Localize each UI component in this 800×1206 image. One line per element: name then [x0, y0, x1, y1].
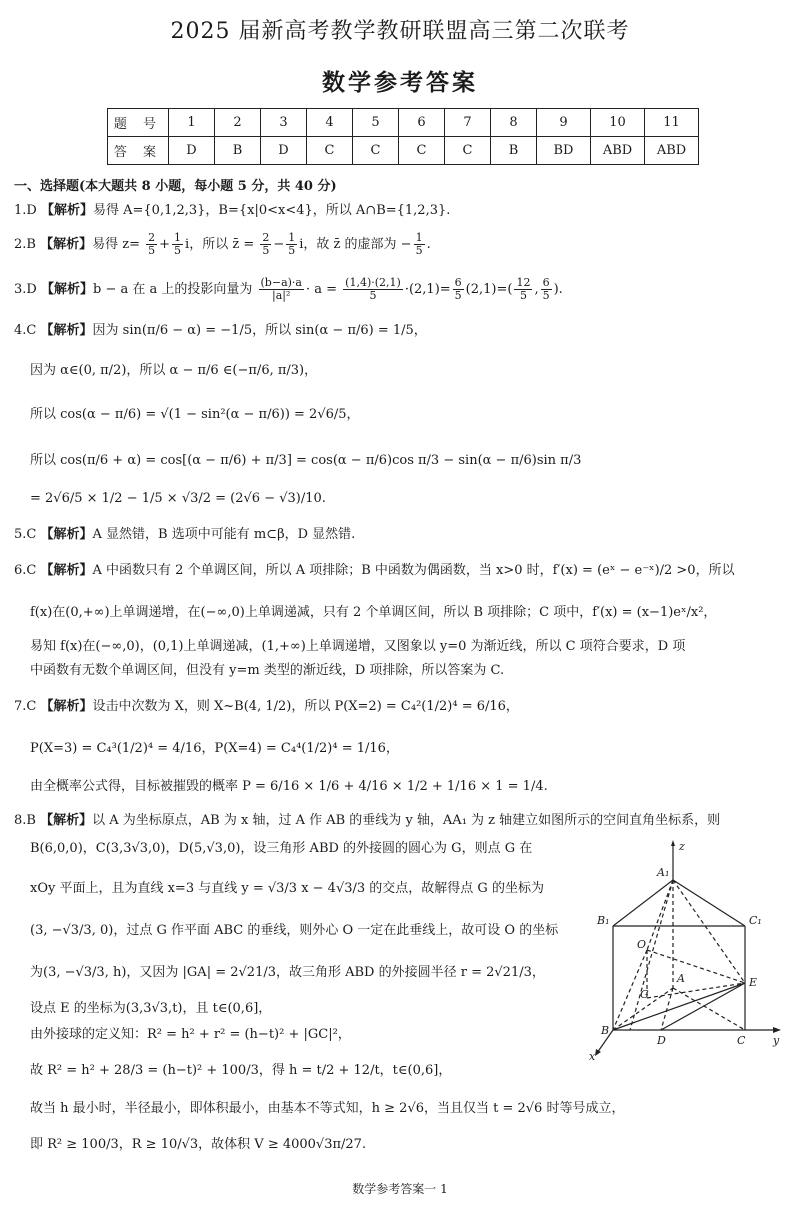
denominator: 5	[288, 244, 296, 257]
analysis-text: 易得 z=	[92, 237, 140, 252]
table-cell: ABD	[645, 137, 699, 165]
table-cell: 2	[215, 109, 261, 137]
numerator: 12	[516, 276, 531, 289]
inner-line	[673, 880, 745, 983]
table-cell: 3	[261, 109, 307, 137]
inner-line	[647, 983, 745, 998]
analysis-text: A 中函数只有 2 个单调区间，所以 A 项排除；B 中函数为偶函数，当 x>0 时，f′(x) = (eˣ − e⁻ˣ)/2 >0，所以	[92, 563, 735, 578]
analysis-line: B(6,0,0)，C(3,3√3,0)，D(5,√3,0)，设三角形 ABD 的外接圆的圆心为 G，则点 G 在	[30, 841, 533, 856]
analysis-text: A 显然错，B 选项中可能有 m⊂β，D 显然错.	[92, 527, 356, 542]
numerator: 6	[454, 276, 462, 289]
table-cell: C	[399, 137, 445, 165]
analysis-text: 因为 sin(π/6 − α) = −1/5，所以 sin(α − π/6) = 1/5，	[92, 323, 427, 338]
table-cell: 10	[591, 109, 645, 137]
table-cell: 9	[537, 109, 591, 137]
fraction	[146, 232, 157, 257]
prism-diagram	[585, 838, 790, 1063]
table-cell: C	[353, 137, 399, 165]
table-cell: D	[261, 137, 307, 165]
analysis-text: 以 A 为坐标原点，AB 为 x 轴，过 A 作 AB 的垂线为 y 轴，AA₁ 为 z 轴建立如图所示的空间直角坐标系，则	[92, 813, 721, 828]
analysis-tag: 【解析】	[40, 527, 93, 542]
answer-q1	[14, 202, 450, 220]
analysis-line: 即 R² ≥ 100/3，R ≥ 10/√3，故体积 V ≥ 4000√3π/27.	[30, 1137, 367, 1152]
analysis-text: +	[159, 237, 171, 252]
fraction	[172, 232, 183, 257]
analysis-line: 因为 α∈(0, π/2)，所以 α − π/6 ∈(−π/6, π/3)，	[30, 363, 318, 378]
question-number: 4.C	[14, 323, 37, 338]
label-e: E	[749, 976, 758, 989]
question-number-row	[108, 109, 699, 137]
table-cell: 8	[491, 109, 537, 137]
analysis-text: −	[273, 237, 285, 252]
label-o: O	[637, 938, 647, 951]
analysis-text: ).	[553, 282, 563, 297]
fraction	[286, 232, 297, 257]
table-cell: 7	[445, 109, 491, 137]
numerator: 1	[288, 231, 296, 244]
analysis-line: 所以 cos(π/6 + α) = cos[(α − π/6) + π/3] = cos(α − π/6)cos π/3 − sin(α − π/6)sin π/3	[30, 453, 582, 468]
table-cell: B	[215, 137, 261, 165]
analysis-tag: 【解析】	[40, 203, 93, 218]
edge	[673, 880, 745, 926]
analysis-tag: 【解析】	[40, 282, 93, 297]
table-cell: 1	[169, 109, 215, 137]
table-cell: 5	[353, 109, 399, 137]
denominator: 5	[542, 289, 550, 302]
analysis-tag: 【解析】	[40, 563, 93, 578]
analysis-text: b − a 在 a 上的投影向量为	[92, 282, 253, 297]
analysis-line: 为(3, −√3/3, h)，又因为 |GA| = 2√21/3，故三角形 ABD 的外接圆半径 r = 2√21/3，	[30, 965, 545, 980]
numerator: 1	[174, 231, 182, 244]
denominator: 5	[369, 289, 377, 302]
label-c: C	[737, 1034, 746, 1047]
question-number: 7.C	[14, 699, 37, 714]
analysis-line: 由全概率公式得，目标被摧毁的概率 P = 6/16 × 1/6 + 4/16 × 1/2 + 1/16 × 1 = 1/4.	[30, 779, 548, 794]
analysis-line: 故当 h 最小时，半径最小，即体积最小，由基本不等式知，h ≥ 2√6，当且仅当 t = 2√6 时等号成立，	[30, 1101, 625, 1116]
denominator: 5	[519, 289, 527, 302]
analysis-text: 设击中次数为 X，则 X~B(4, 1/2)，所以 P(X=2) = C₄²(1/2)⁴ = 6/16，	[92, 699, 519, 714]
fraction	[514, 277, 532, 302]
answer-q8	[14, 812, 720, 830]
numerator: 2	[148, 231, 156, 244]
analysis-line: 故 R² = h² + 28/3 = (h−t)² + 100/3，得 h = t/2 + 12/t，t∈(0,6]，	[30, 1063, 452, 1078]
table-cell: C	[307, 137, 353, 165]
analysis-tag: 【解析】	[40, 813, 93, 828]
table-cell: 4	[307, 109, 353, 137]
table-cell: D	[169, 137, 215, 165]
label-z: z	[679, 840, 685, 853]
analysis-tag: 【解析】	[40, 699, 93, 714]
inner-line	[630, 880, 673, 1030]
analysis-line: 由外接球的定义知：R² = h² + r² = (h−t)² + |GC|²，	[30, 1027, 351, 1042]
analysis-line: 易知 f(x)在(−∞,0)，(0,1)上单调递减，(1,+∞)上单调递增，又图象以 y=0 为渐近线，所以 C 项符合要求，D 项	[30, 639, 686, 654]
analysis-line: P(X=3) = C₄³(1/2)⁴ = 4/16，P(X=4) = C₄⁴(1/2)⁴ = 1/16，	[30, 741, 399, 756]
inner-line	[613, 983, 745, 1030]
analysis-line: f(x)在(0,+∞)上单调递增，在(−∞,0)上单调递减，只有 2 个单调区间，所以 B 项排除；C 项中，f′(x) = (x−1)eˣ/x²，	[30, 605, 717, 620]
y-arrow	[773, 1027, 781, 1033]
denominator: 5	[415, 244, 423, 257]
table-cell: C	[445, 137, 491, 165]
analysis-text: ·(2,1)=	[404, 282, 451, 297]
question-number: 6.C	[14, 563, 37, 578]
denominator: 5	[454, 289, 462, 302]
numerator: (1,4)·(2,1)	[345, 276, 401, 289]
label-d: D	[657, 1034, 666, 1047]
exam-title: 2025 届新高考教学教研联盟高三第二次联考	[170, 19, 630, 44]
answer-row	[108, 137, 699, 165]
analysis-tag: 【解析】	[40, 237, 93, 252]
fraction	[541, 277, 552, 302]
label-a: A	[677, 972, 685, 985]
answer-q7	[14, 698, 519, 716]
question-number: 8.B	[14, 813, 36, 828]
answer-subtitle: 数学参考答案	[322, 69, 478, 96]
analysis-line: 设点 E 的坐标为(3,3√3,t)，且 t∈(0,6]，	[30, 1001, 272, 1016]
label-g: G	[640, 988, 649, 1001]
fraction	[414, 232, 425, 257]
label-y: y	[773, 1034, 780, 1047]
z-arrow	[671, 840, 675, 846]
page-footer: 数学参考答案一 1	[352, 1182, 448, 1196]
question-number: 3.D	[14, 282, 37, 297]
inner-line	[661, 983, 745, 1030]
answer-q5	[14, 526, 355, 544]
label-x: x	[589, 1050, 596, 1063]
analysis-line: 所以 cos(α − π/6) = √(1 − sin²(α − π/6)) = 2√6/5，	[30, 407, 360, 422]
analysis-text: .	[426, 237, 431, 252]
analysis-text: 易得 A={0,1,2,3}，B={x|0<x<4}，所以 A∩B={1,2,3}.	[92, 203, 451, 218]
denominator: 5	[148, 244, 156, 257]
numerator: 6	[542, 276, 550, 289]
label-a1: A₁	[657, 866, 670, 879]
table-cell: BD	[537, 137, 591, 165]
question-number: 5.C	[14, 527, 37, 542]
fraction	[260, 232, 271, 257]
denominator: 5	[174, 244, 182, 257]
answer-table	[107, 108, 699, 165]
edge-hidden	[673, 988, 745, 1030]
fraction	[343, 277, 403, 302]
row-label-answer: 答 案	[108, 137, 169, 165]
numerator: 1	[415, 231, 423, 244]
denominator: |a|²	[272, 289, 291, 302]
label-c1: C₁	[749, 914, 762, 927]
question-number: 2.B	[14, 237, 36, 252]
analysis-tag: 【解析】	[40, 323, 93, 338]
label-b1: B₁	[597, 914, 610, 927]
analysis-text: i，故 z̄ 的虚部为 −	[299, 237, 412, 252]
analysis-text: ,	[534, 282, 539, 297]
analysis-line: xOy 平面上，且为直线 x=3 与直线 y = √3/3 x − 4√3/3 的交点，故解得点 G 的坐标为	[30, 881, 544, 896]
table-cell: 11	[645, 109, 699, 137]
numerator: (b−a)·a	[260, 276, 302, 289]
answer-q4	[14, 322, 427, 340]
fraction	[453, 277, 464, 302]
fraction	[259, 277, 304, 302]
analysis-line: (3, −√3/3, 0)，过点 G 作平面 ABC 的垂线，则外心 O 一定在此垂线上，故可设 O 的坐标	[30, 923, 559, 938]
answer-q6	[14, 562, 735, 580]
row-label-number: 题 号	[108, 109, 169, 137]
analysis-text: (2,1)=(	[465, 282, 513, 297]
answer-q3	[14, 277, 563, 302]
answer-q2	[14, 232, 431, 257]
question-number: 1.D	[14, 203, 37, 218]
denominator: 5	[262, 244, 270, 257]
label-b: B	[601, 1024, 610, 1037]
section-heading: 一、选择题(本大题共 8 小题，每小题 5 分，共 40 分)	[14, 179, 337, 194]
numerator: 2	[262, 231, 270, 244]
analysis-text: · a =	[305, 282, 338, 297]
analysis-line: 中函数有无数个单调区间，但没有 y=m 类型的渐近线，D 项排除，所以答案为 C.	[30, 663, 505, 678]
analysis-text: i，所以 z̄ =	[185, 237, 255, 252]
table-cell: B	[491, 137, 537, 165]
analysis-line: = 2√6/5 × 1/2 − 1/5 × √3/2 = (2√6 − √3)/10.	[30, 491, 326, 506]
table-cell: 6	[399, 109, 445, 137]
inner-line	[647, 950, 745, 983]
table-cell: ABD	[591, 137, 645, 165]
x-arrow	[595, 1049, 601, 1056]
